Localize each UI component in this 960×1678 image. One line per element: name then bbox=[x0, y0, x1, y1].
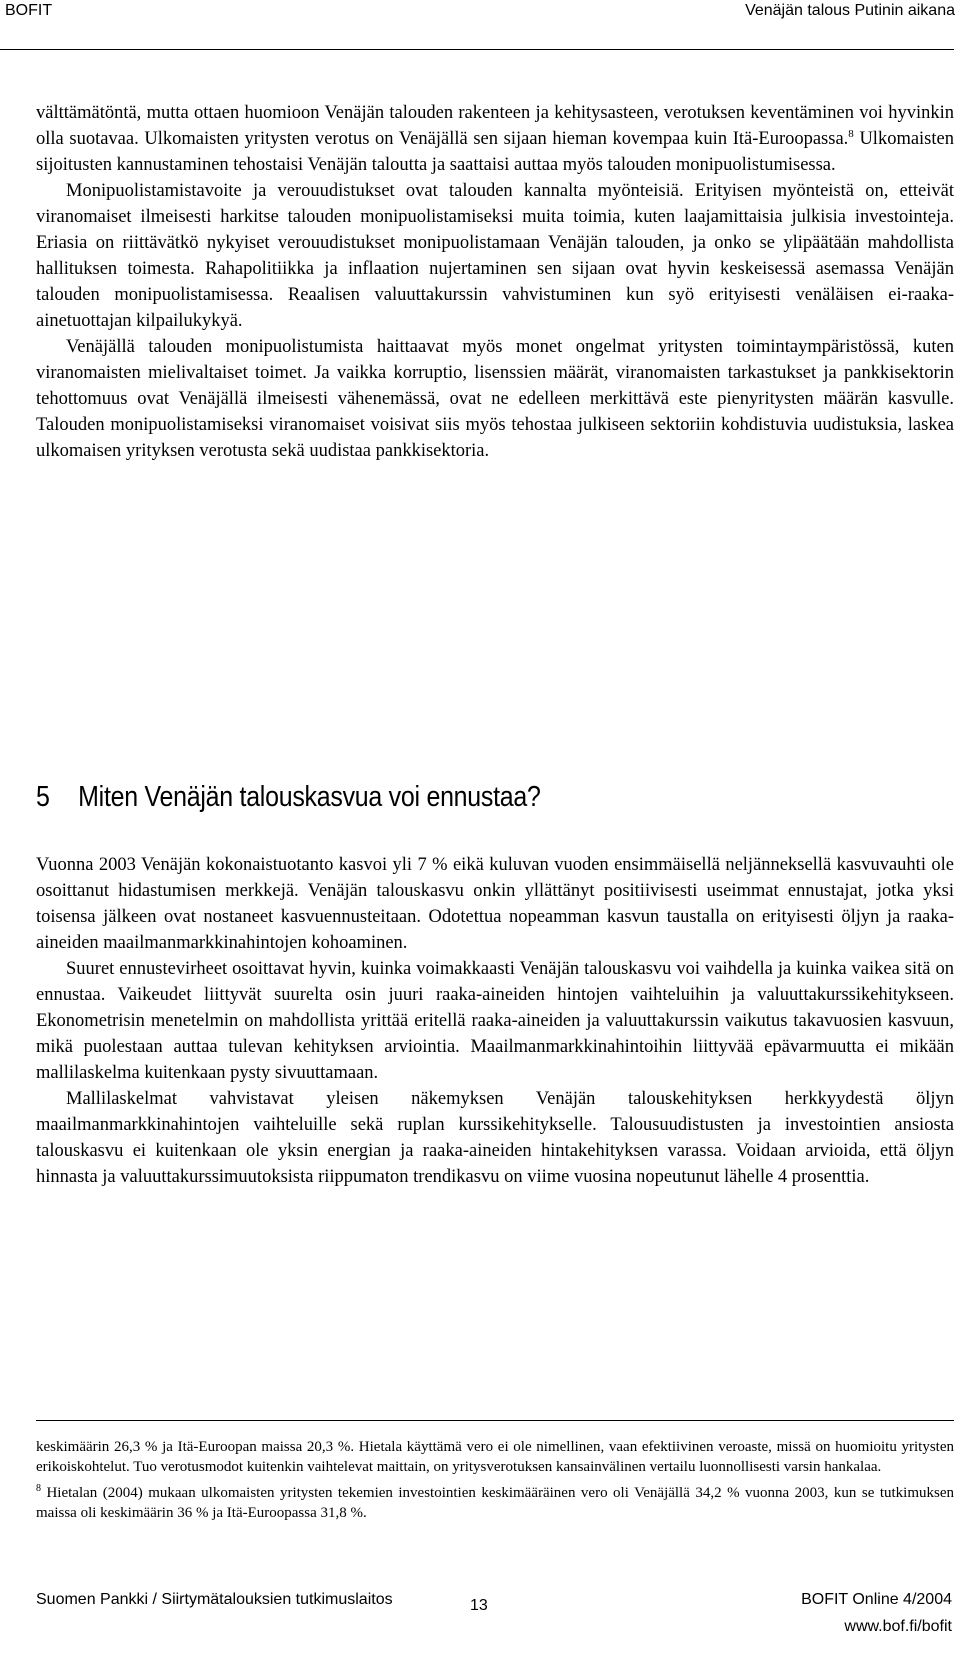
paragraph-2: Monipuolistamistavoite ja verouudistukset ovat talouden kannalta myönteisiä. Erityisen myönteistä on, etteivät viranomaiset ilmeisesti harkitse talouden monipuolistamiseksi muita toimia, kuten laajamittaisia julkisia investointeja. Eriasia on riittävätkö nykyiset verouudistukset monipuolistamaan Venäjän talouden, ja onko se ylipäätään mahdollista hallituksen toimesta. Rahapolitiikka ja inflaation nujertaminen sen sijaan ovat hyvin keskeisessä asemassa Venäjän talouden monipuolistamisessa. Reaalisen valuuttakurssin vahvistuminen kun syö erityisesti venäläisen ei-raaka-ainetuottajan kilpailukykyä. bbox=[36, 181, 954, 331]
footnotes bbox=[36, 1437, 954, 1523]
footnote-continued: keskimäärin 26,3 % ja Itä-Euroopan maissa 20,3 %. Hietala käyttämä vero ei ole nimellinen, vaan efektiivinen veroaste, missä on huomioitu yritysten erikoiskohtelut. Tuo verotusmodot kuitenkin vaihtelevat maittain, on yritysverotuksen kansainvälinen vertailu luonnollisesti varsin hankalaa. bbox=[36, 1439, 954, 1475]
paragraph-1 bbox=[36, 100, 954, 178]
footer-page-number: 13 bbox=[470, 1597, 488, 1614]
footnote-ref-8[interactable]: 8 bbox=[848, 127, 854, 140]
body-text-section-5 bbox=[36, 852, 954, 1190]
footer-series: BOFIT Online 4/2004 bbox=[801, 1591, 952, 1608]
footnote-8-number: 8 bbox=[36, 1483, 41, 1494]
footer-publisher: Suomen Pankki / Siirtymätalouksien tutkimuslaitos bbox=[36, 1591, 393, 1608]
header-left-title: BOFIT bbox=[5, 2, 53, 19]
paragraph-4: Vuonna 2003 Venäjän kokonaistuotanto kasvoi yli 7 % eikä kuluvan vuoden ensimmäisellä neljänneksellä kasvuvauhti ole osoittanut hidastumisen merkkejä. Venäjän talouskasvu onkin yllättänyt positiivisesti useimmat ennustajat, jotka yksi toisensa jälkeen ovat nostaneet kasvuennusteitaan. Odotettua nopeamman kasvun taustalla on erityisesti öljyn ja raaka-aineiden maailmanmarkkinahintojen kohoaminen. bbox=[36, 855, 954, 953]
header-divider bbox=[0, 49, 954, 50]
footer-url[interactable]: www.bof.fi/bofit bbox=[844, 1618, 952, 1635]
section-title: Miten Venäjän talouskasvua voi ennustaa? bbox=[78, 781, 541, 813]
footnote-8-text: Hietalan (2004) mukaan ulkomaisten yritysten tekemien investointien keskimääräinen vero oli Venäjällä 34,2 % vuonna 2003, kun se tutkimuksen maissa oli keskimäärin 36 % ja Itä-Euroopassa 31,8 %. bbox=[36, 1485, 954, 1521]
paragraph-3: Venäjällä talouden monipuolistumista haittaavat myös monet ongelmat yritysten toimintaympäristössä, kuten viranomaisten mielivaltaiset toimet. Ja vaikka korruptio, lisenssien määrät, viranomaisten tarkastukset ja pankkisektorin tehottomuus ovat Venäjällä ilmeisesti vähenemässä, ovat ne edelleen merkittävä este pienyritysten määrän kasvulle. Talouden monipuolistamiseksi viranomaiset voisivat siis myös tehostaa julkiseen sektoriin kohdistuvia uudistuksia, laskea ulkomaisen yrityksen verotusta sekä uudistaa pankkisektoria. bbox=[36, 337, 954, 461]
paragraph-1-part-b: Ulkomaisten sijoitusten kannustaminen tehostaisi Venäjän taloutta ja saattaisi auttaa myös talouden monipuolistumisessa. bbox=[36, 129, 954, 175]
section-number: 5 bbox=[36, 781, 50, 813]
section-heading bbox=[36, 781, 825, 814]
footnote-divider bbox=[36, 1420, 954, 1421]
paragraph-1-part-a: välttämätöntä, mutta ottaen huomioon Venäjän talouden rakenteen ja kehitysasteen, verotuksen keventäminen voi hyvinkin olla suotavaa. Ulkomaisten yritysten verotus on Venäjällä sen sijaan hieman kovempaa kuin Itä-Euroopassa. bbox=[36, 103, 954, 149]
footnote-8 bbox=[36, 1483, 954, 1523]
page-header bbox=[0, 0, 960, 50]
paragraph-5: Suuret ennustevirheet osoittavat hyvin, kuinka voimakkaasti Venäjän talouskasvu voi vaihdella ja kuinka vaikea sitä on ennustaa. Vaikeudet liittyvät suurelta osin juuri raaka-aineiden hintojen vaihteluihin ja valuuttakurssikehitykseen. Ekonometrisin menetelmin on mahdollista yrittää eritellä raaka-aineiden ja valuuttakurssin vaikutus takavuosien kasvuun, mikä puolestaan auttaa tulevan kehityksen arviointia. Maailmanmarkkinahintoihin liittyvää epävarmuutta ei mikään mallilaskelma kuitenkaan pysty sivuuttamaan. bbox=[36, 959, 954, 1083]
body-text-top bbox=[36, 100, 954, 464]
header-right-title: Venäjän talous Putinin aikana bbox=[745, 2, 955, 19]
paragraph-6: Mallilaskelmat vahvistavat yleisen näkemyksen Venäjän talouskehityksen herkkyydestä öljyn maailmanmarkkinahintojen vaihteluille sekä ruplan kurssikehitykselle. Talousuudistusten ja investointien ansiosta talouskasvu ei kuitenkaan ole yksin energian ja raaka-aineiden hintakehityksen varassa. Voidaan arvioida, että öljyn hinnasta ja valuuttakurssimuutoksista riippumaton trendikasvu on viime vuosina nopeutunut lähelle 4 prosenttia. bbox=[36, 1089, 954, 1187]
